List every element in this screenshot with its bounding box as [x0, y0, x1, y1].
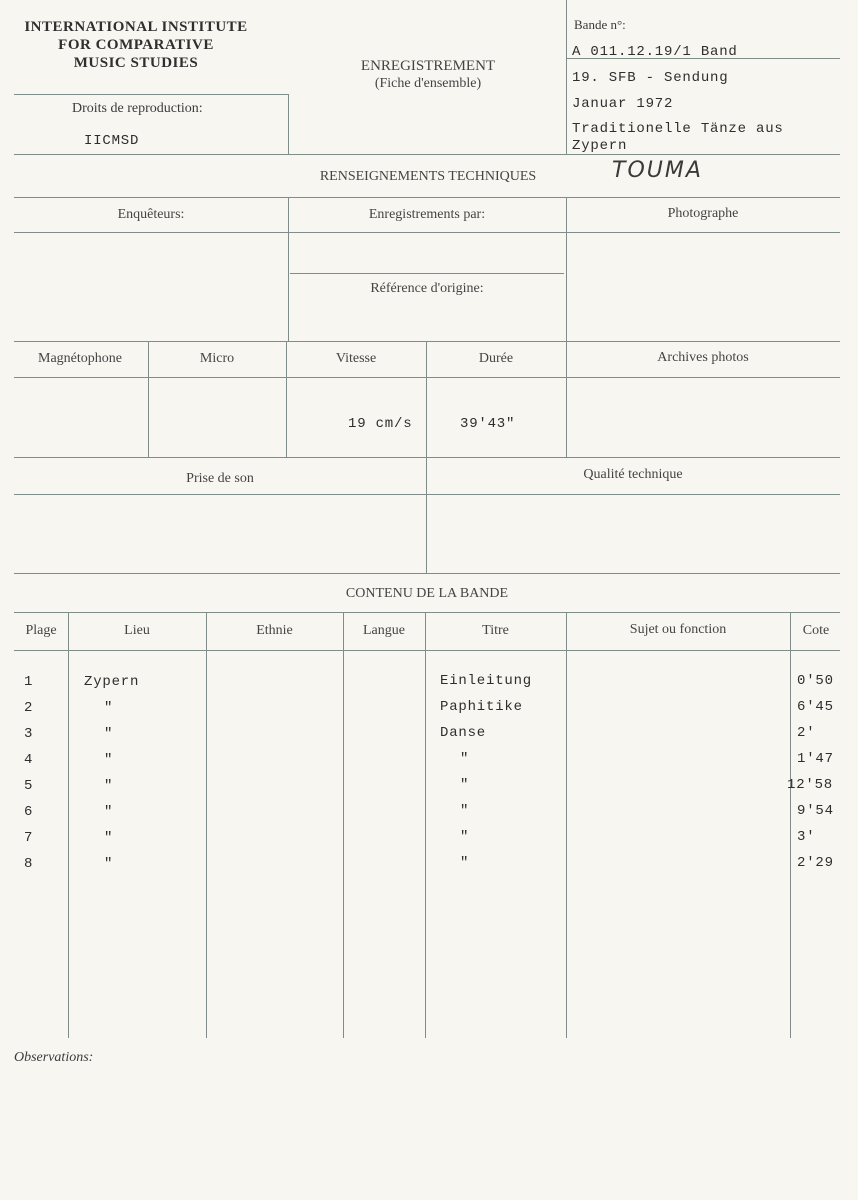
row-cote: 12'58 [787, 777, 834, 793]
magnetophone-label: Magnétophone [38, 351, 122, 366]
row-cote: 2'29 [797, 855, 834, 871]
bande-line-5: Zypern [572, 138, 628, 154]
vitesse-label: Vitesse [335, 351, 377, 366]
row-titre: " [460, 855, 470, 871]
institute-line-2: FOR COMPARATIVE [58, 37, 214, 53]
reference-label: Référence d'origine: [370, 281, 484, 296]
row-titre: " [460, 829, 470, 845]
qualite-label: Qualité technique [583, 467, 683, 482]
archives-label: Archives photos [657, 350, 749, 365]
row-cote: 6'45 [797, 699, 834, 715]
row-lieu: Zypern [84, 674, 140, 690]
contenu-title: CONTENU DE LA BANDE [345, 586, 509, 601]
institute-line-1: INTERNATIONAL INSTITUTE [24, 19, 248, 35]
row-plage: 6 [24, 804, 34, 820]
tech-section-title: RENSEIGNEMENTS TECHNIQUES [319, 169, 537, 184]
row-lieu: " [104, 830, 114, 846]
col-sujet: Sujet ou fonction [629, 622, 727, 637]
row-cote: 0'50 [797, 673, 834, 689]
handwritten-name: TOUMA [612, 158, 703, 183]
bande-line-2: 19. SFB - Sendung [572, 70, 729, 86]
bande-line-4: Traditionelle Tänze aus [572, 121, 784, 137]
row-titre: Paphitike [440, 699, 523, 715]
bande-label: Bande n°: [574, 17, 626, 32]
duree-label: Durée [478, 351, 514, 366]
institute-name [10, 18, 262, 72]
col-titre: Titre [482, 623, 509, 638]
droits-value: IICMSD [84, 133, 140, 149]
row-plage: 2 [24, 700, 34, 716]
row-titre: " [460, 777, 470, 793]
bande-line-1: A 011.12.19/1 Band [572, 44, 738, 60]
row-plage: 3 [24, 726, 34, 742]
institute-line-3: MUSIC STUDIES [73, 55, 199, 71]
row-titre: Danse [440, 725, 487, 741]
droits-label: Droits de reproduction: [72, 101, 203, 116]
col-lieu: Lieu [124, 623, 150, 638]
col-plage: Plage [25, 623, 57, 638]
form-title: ENREGISTREMENT [360, 58, 496, 74]
col-langue: Langue [363, 623, 405, 638]
duree-value: 39'43" [460, 416, 516, 432]
row-lieu: " [104, 856, 114, 872]
vitesse-value: 19 cm/s [348, 416, 413, 432]
row-titre: " [460, 751, 470, 767]
row-lieu: " [104, 804, 114, 820]
row-plage: 7 [24, 830, 34, 846]
micro-label: Micro [199, 351, 235, 366]
row-plage: 4 [24, 752, 34, 768]
enregistrements-label: Enregistrements par: [368, 207, 486, 222]
row-cote: 9'54 [797, 803, 834, 819]
photographe-label: Photographe [667, 206, 739, 221]
row-lieu: " [104, 726, 114, 742]
row-lieu: " [104, 752, 114, 768]
col-ethnie: Ethnie [256, 623, 293, 638]
row-cote: 2' [797, 725, 816, 741]
col-cote: Cote [802, 623, 830, 638]
row-plage: 5 [24, 778, 34, 794]
row-lieu: " [104, 778, 114, 794]
row-titre: Einleitung [440, 673, 533, 689]
bande-line-3: Januar 1972 [572, 96, 674, 112]
prise-label: Prise de son [186, 471, 254, 486]
row-plage: 8 [24, 856, 34, 872]
row-cote: 3' [797, 829, 816, 845]
form-subtitle: (Fiche d'ensemble) [374, 76, 482, 91]
row-titre: " [460, 803, 470, 819]
row-plage: 1 [24, 674, 34, 690]
enqueteurs-label: Enquêteurs: [117, 207, 185, 222]
row-lieu: " [104, 700, 114, 716]
observations-label: Observations: [14, 1050, 94, 1065]
row-cote: 1'47 [797, 751, 834, 767]
